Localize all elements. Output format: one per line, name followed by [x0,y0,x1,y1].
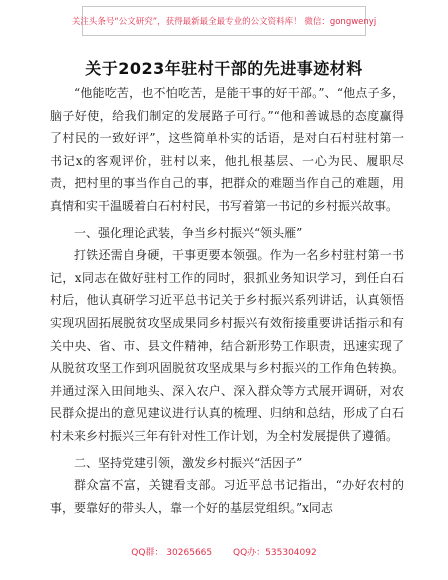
section-heading-1: 一、强化理论武装，争当乡村振兴“领头雁” [74,225,303,240]
footer-qq-group: QQ群： 30265665 [131,548,213,558]
footer-contact [0,545,448,558]
document-title: 关于2023年驻村干部的先进事迹材料 [85,59,363,78]
promo-banner-text: 关注头条号“公文研究”，获得最新最全最专业的公文资料库！ 微信：gongwenyj [71,17,377,27]
footer-qq-office: QQ办：535304092 [233,548,317,558]
section-2-paragraph: 群众富不富，关键看支部。习近平总书记指出，“办好农村的事，要靠好的带头人，靠一个好的基层党组织。”x同志 [50,478,404,515]
promo-banner [71,6,377,36]
section-1-paragraph: 打铁还需自身硬，干事更要本领强。作为一名乡村驻村第一书记，x同志在做好驻村工作的同时，狠抓业务知识学习，到任白石村后，他认真研学习近平总书记关于乡村振兴系列讲话，认真领悟实现巩固拓展脱贫攻坚成果同乡村振兴有效衔接重要讲话指示和有关中央、省、市、县文件精神，结合新形势工作职责，迅速实现了从脱贫攻坚工作到巩固脱贫攻坚成果与乡村振兴的工作角色转换。并通过深入田间地头、深入农户、深入群众等方式展开调研，对农民群众提出的意见建议进行认真的梳理、归纳和总结，形成了白石村未来乡村振兴三年有针对性工作计划，为全村发展提供了遵循。 [50,248,404,443]
section-heading-2: 二、坚持党建引领，激发乡村振兴“活因子” [74,455,303,470]
document-body [50,82,404,519]
intro-paragraph: “他能吃苦，也不怕吃苦，是能干事的好干部。”、“他点子多，脑子好使，给我们制定的发展路子可行。”“他和善诚恳的态度赢得了村民的一致好评”，这些简单朴实的话语，是对白石村驻村第一书记x的客观评价，驻村以来，他扎根基层、一心为民、履职尽责，把村里的事当作自己的事，把群众的难题当作自己的难题，用真情和实干温暖着白石村村民，书写着第一书记的乡村振兴故事。 [50,86,404,213]
